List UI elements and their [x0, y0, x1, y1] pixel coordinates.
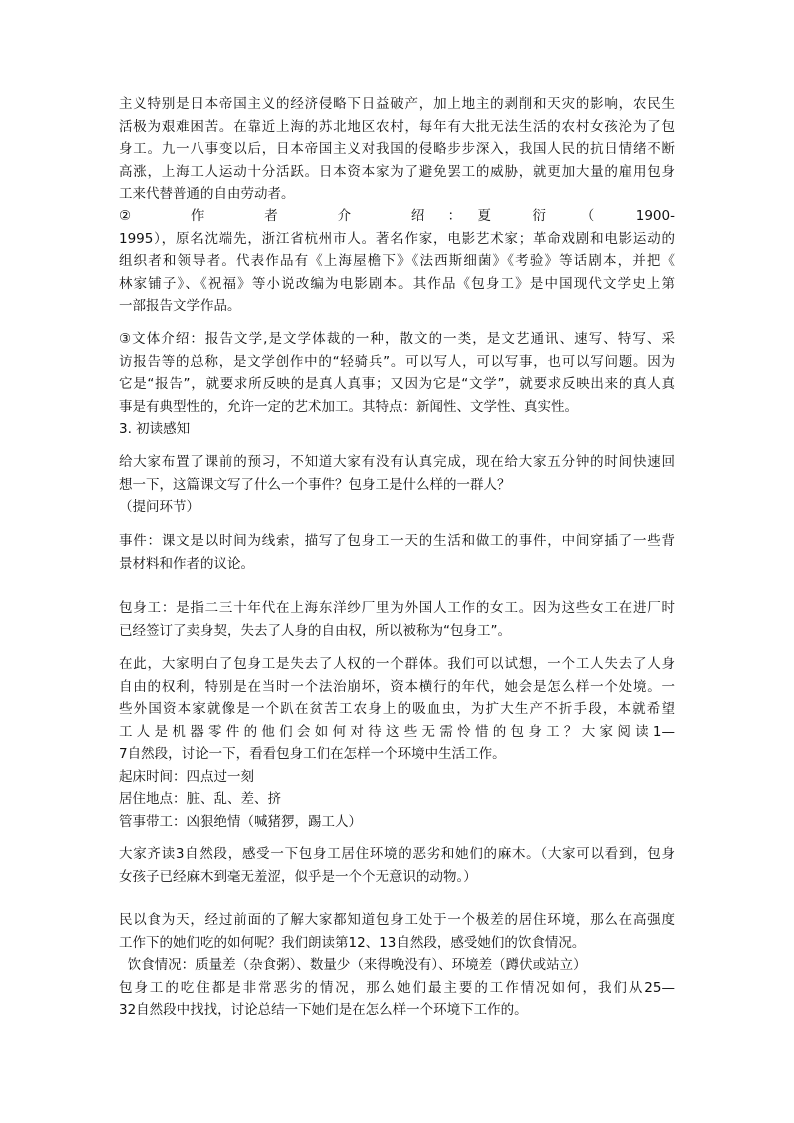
text-line: 组织者和领导者。代表作品有《上海屋檐下》《法西斯细菌》《考验》等话剧本，并把《: [119, 253, 675, 269]
text-line: 主义特别是日本帝国主义的经济侵略下日益破产，加上地主的剥削和天灾的影响，农民生: [119, 96, 675, 112]
paragraph-diet: [119, 909, 675, 1022]
text-line: 它是“报告”，就要求所反映的是真人真事；又因为它是“文学”，就要求反映出来的真人真: [119, 376, 675, 392]
paragraph-background: [119, 93, 675, 206]
text-line: 1995），原名沈端先，浙江省杭州市人。著名作家，电影艺术家；革命戏剧和电影运动的: [119, 230, 675, 247]
text-line: 民以食为天，经过前面的了解大家都知道包身工处于一个极差的居住环境，那么在高强度: [119, 912, 675, 928]
section-heading: 3. 初读感知: [119, 421, 191, 437]
text-line: ② 作 者 介 绍 ： 夏 衍 （ 1900-: [119, 208, 675, 224]
paragraph-preview-question: [119, 451, 675, 519]
text-line: 工来代替普通的自由劳动者。: [119, 186, 295, 202]
text-line: 女孩子已经麻木到毫无羞涩，似乎是一个个无意识的动物。）: [119, 868, 477, 885]
text-line: 给大家布置了课前的预习，不知道大家有没有认真完成，现在给大家五分钟的时间快速回: [119, 454, 675, 470]
text-line: 7自然段，讨论一下，看看包身工们在怎样一个环境中生活工作。: [119, 746, 506, 762]
text-line: 管事带工：凶狠绝情（喊猪猡，踢工人）: [119, 813, 362, 830]
text-line: 工作下的她们吃的如何呢？我们朗读第12、13自然段，感受她们的饮食情况。: [119, 934, 586, 951]
text-line: 在此，大家明白了包身工是失去了人权的一个群体。我们可以试想，一个工人失去了人身: [119, 656, 675, 672]
text-line: 32自然段中找找，讨论总结一下她们是在怎么样一个环境下工作的。: [119, 1002, 528, 1018]
text-line: 事是有典型性的，允许一定的艺术加工。其特点：新闻性、文学性、真实性。: [119, 398, 578, 415]
paragraph-definition: [119, 597, 675, 642]
text-line: 工 人 是 机 器 零 件 的 他 们 会 如 何 对 待 这 些 无 需 怜 惜 的 包 身 工 ？ 大 家 阅 读 1—: [119, 723, 675, 740]
text-line: 居住地点：脏、乱、差、挤: [119, 791, 281, 807]
text-line: 高涨，上海工人运动十分活跃。日本资本家为了避免罢工的威胁，就更加大量的雇用包身: [119, 163, 675, 180]
paragraph-genre-intro: [119, 328, 675, 441]
text-line: 事件：课文是以时间为线索，描写了包身工一天的生活和做工的事件，中间穿插了一些背: [119, 533, 675, 549]
text-line: 包身工：是指二三十年代在上海东洋纱厂里为外国人工作的女工。因为这些女工在进厂时: [119, 600, 675, 616]
text-line: 访报告等的总称，是文学创作中的“轻骑兵”。可以写人，可以写事，也可以写问题。因为: [119, 353, 675, 370]
text-line: 大家齐读3自然段，感受一下包身工居住环境的恶劣和她们的麻木。（大家可以看到，包身: [119, 846, 675, 862]
paragraph-reading-3: [119, 843, 675, 888]
text-line: 包身工的吃住都是非常恶劣的情况，那么她们最主要的工作情况如何，我们从25—: [119, 979, 675, 996]
paragraph-event: [119, 530, 675, 575]
text-line: 些外国资本家就像是一个趴在贫苦工农身上的吸血虫，为扩大生产不折手段，本就希望: [119, 701, 675, 717]
text-line: 林家铺子》、《祝福》等小说改编为电影剧本。其作品《包身工》是中国现代文学史上第: [119, 275, 675, 292]
paragraph-author-intro: [119, 205, 675, 318]
text-line: 一部报告文学作品。: [119, 298, 241, 314]
text-line: 饮食情况：质量差（杂食粥）、数量少（来得晚没有）、环境差（蹲伏或站立）: [119, 957, 587, 973]
text-line: 活极为艰难困苦。在靠近上海的苏北地区农村，每年有大批无法生活的农村女孩沦为了包: [119, 118, 675, 135]
text-line: （提问环节）: [119, 499, 200, 515]
paragraph-discussion: [119, 653, 675, 833]
text-line: 景材料和作者的议论。: [119, 555, 254, 572]
text-line: ③文体介绍：报告文学,是文学体裁的一种，散文的一类，是文艺通讯、速写、特写、采: [119, 331, 675, 347]
text-line: 自由的权利，特别是在当时一个法治崩坏，资本横行的年代，她会是怎么样一个处境。一: [119, 678, 675, 695]
text-line: 想一下，这篇课文写了什么一个事件？包身工是什么样的一群人？: [119, 476, 511, 493]
text-line: 起床时间：四点过一刻: [119, 768, 254, 785]
text-line: 身工。九一八事变以后，日本帝国主义对我国的侵略步步深入，我国人民的抗日情绪不断: [119, 141, 675, 157]
text-line: 已经签订了卖身契，失去了人身的自由权，所以被称为“包身工”。: [119, 622, 511, 639]
